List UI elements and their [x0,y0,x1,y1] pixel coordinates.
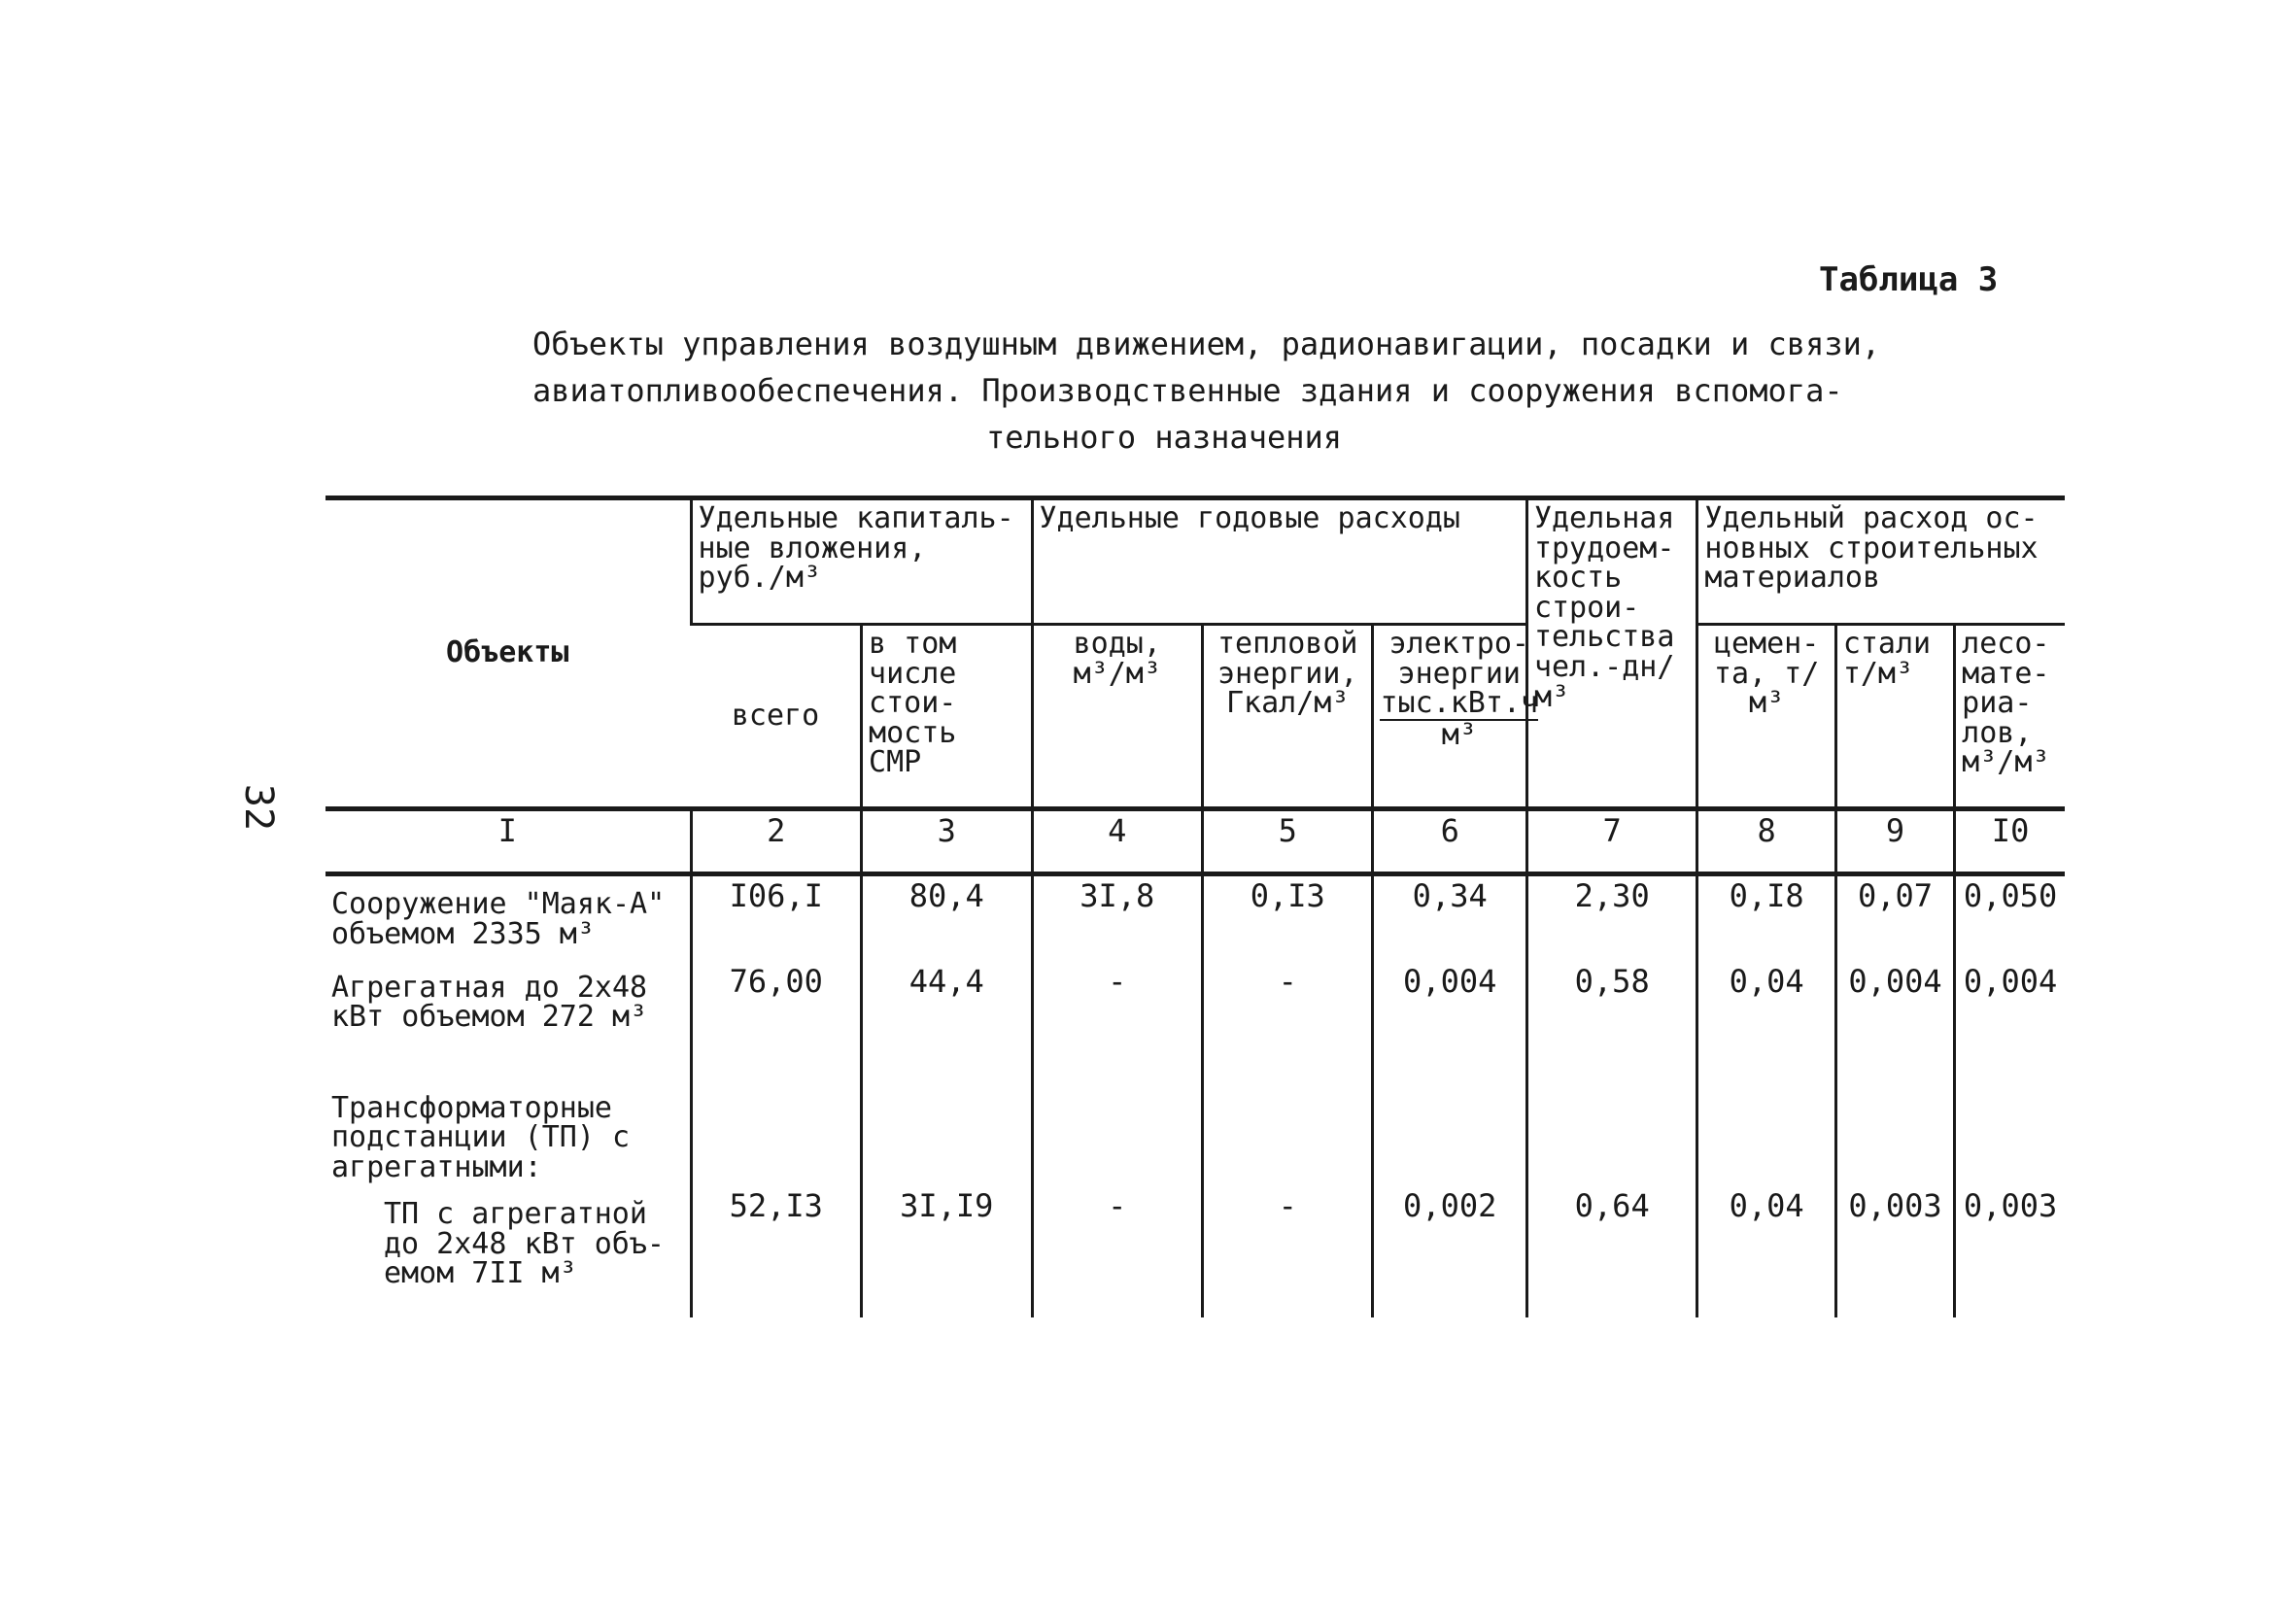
cell: - [1032,962,1202,1077]
column-number: 3 [862,809,1032,874]
header-electricity [1373,625,1539,809]
cell [1835,1077,1954,1187]
cell: 0,050 [1955,874,2065,962]
title-line-3: тельного назначения [985,419,1343,456]
header-cement: цемен-та, т/м³ [1697,625,1835,809]
title-line-2: авиатопливообеспечения. Производственные здания и сооружения вспомога- [532,372,1843,409]
cell [1526,1077,1696,1187]
cell: 0,07 [1835,874,1954,962]
cell: - [1202,1186,1372,1317]
title-line-1: Объекты управления воздушным движением, радионавигации, посадки и связи, [532,325,1881,362]
cell [862,1077,1032,1187]
cell: 80,4 [862,874,1032,962]
cell: 0,I3 [1202,874,1372,962]
column-number: I0 [1955,809,2065,874]
header-capital-smr: в том числе стои-мость СМР [862,625,1032,809]
table-row [326,1186,2065,1317]
header-row-1 [326,498,2065,625]
cell: 0,004 [1835,962,1954,1077]
header-labor: Удельная трудоем-кость строи-тельства чел.-дн/м³ [1526,498,1696,809]
column-number: 8 [1697,809,1835,874]
cell: 0,34 [1373,874,1526,962]
cell: 76,00 [691,962,861,1077]
cell: 0,I8 [1697,874,1835,962]
row-object: Сооружение "Маяк-А" объемом 2335 м³ [331,887,666,951]
cell: 52,I3 [691,1186,861,1317]
column-number: 4 [1032,809,1202,874]
row-object: ТП с агрегатной до 2х48 кВт объ-емом 7II м³ [384,1197,665,1291]
column-number-row [326,809,2065,874]
cell: 0,003 [1835,1186,1954,1317]
column-number: 9 [1835,809,1954,874]
table-label: Таблица 3 [1819,260,1999,299]
cell [691,1077,861,1187]
electricity-label: электро-энергии тыс.кВт.ч [1380,627,1539,721]
header-annual: Удельные годовые расходы [1032,498,1526,625]
cell [1955,1077,2065,1187]
cell [1373,1077,1526,1187]
cell: 0,04 [1697,962,1835,1077]
page-number: 32 [236,783,282,832]
cell: 0,64 [1526,1186,1696,1317]
table-title [532,321,1893,461]
header-water: воды, м³/м³ [1032,625,1202,809]
row-object: Агрегатная до 2х48 кВт объемом 272 м³ [331,970,648,1035]
cell: 3I,8 [1032,874,1202,962]
table-row [326,1077,2065,1187]
cell [1202,1077,1372,1187]
column-number: 2 [691,809,861,874]
column-number: 5 [1202,809,1372,874]
header-materials: Удельный расход ос-новных строительных материалов [1697,498,2065,625]
header-heat: тепловой энергии, Гкал/м³ [1202,625,1372,809]
header-timber: лесо-мате-риа-лов, м³/м³ [1955,625,2065,809]
table-row [326,874,2065,962]
electricity-fraction [1380,627,1539,752]
cell: I06,I [691,874,861,962]
cell [1697,1077,1835,1187]
cell: 3I,I9 [862,1186,1032,1317]
data-table [326,496,2065,1317]
header-steel: стали т/м³ [1835,625,1954,809]
cell: - [1032,1186,1202,1317]
cell [1032,1077,1202,1187]
column-number: 6 [1373,809,1526,874]
cell: 0,002 [1373,1186,1526,1317]
cell: 0,003 [1955,1186,2065,1317]
table-row [326,962,2065,1077]
cell: 2,30 [1526,874,1696,962]
row-object: Трансформаторные подстанции (ТП) с агрегатными: [331,1090,631,1184]
cell: 0,58 [1526,962,1696,1077]
cell: 0,004 [1373,962,1526,1077]
cell: 0,04 [1697,1186,1835,1317]
header-capital-total: всего [731,698,820,733]
header-capital: Удельные капиталь-ные вложения, руб./м³ [691,498,1032,625]
cell: 44,4 [862,962,1032,1077]
electricity-unit: м³ [1441,717,1477,752]
cell: - [1202,962,1372,1077]
column-number: 7 [1526,809,1696,874]
cell: 0,004 [1955,962,2065,1077]
header-objects: Объекты [326,498,691,809]
column-number: I [326,809,691,874]
